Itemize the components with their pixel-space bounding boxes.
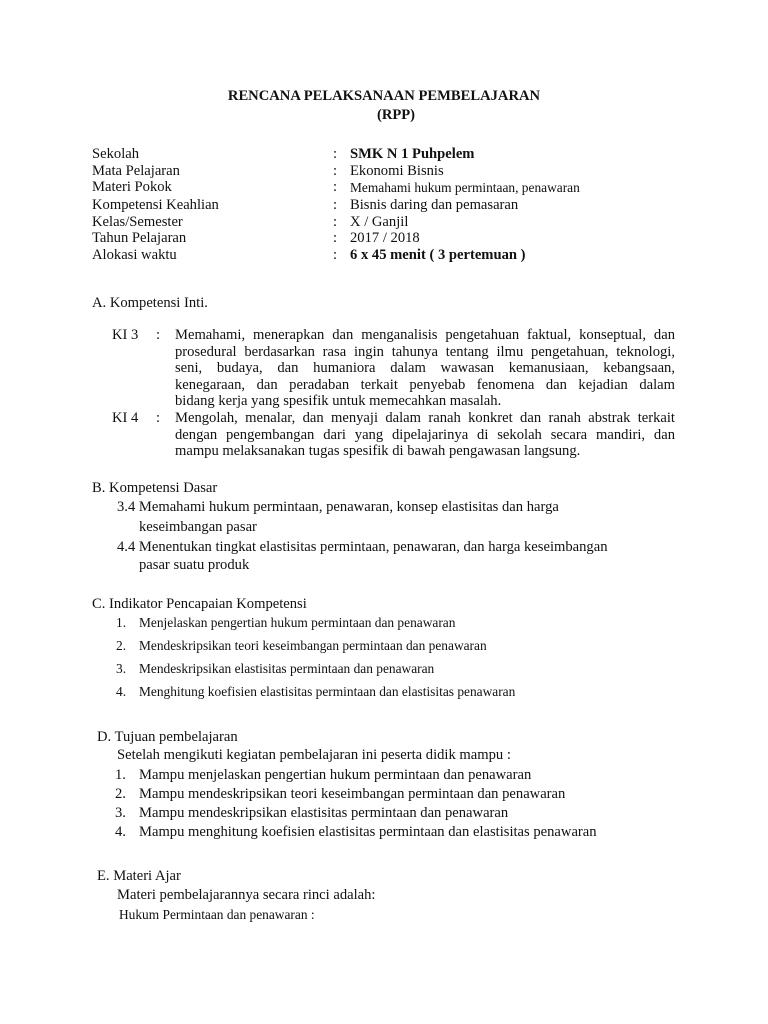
info-label-kompetensi-keahlian: Kompetensi Keahlian (92, 197, 219, 213)
goal-num: 2. (115, 786, 126, 802)
info-value-mata-pelajaran: Ekonomi Bisnis (350, 163, 444, 179)
info-colon: : (333, 146, 338, 162)
document-subtitle: (RPP) (376, 107, 416, 123)
info-label-kelas-semester: Kelas/Semester (92, 214, 183, 230)
info-value-kelas-semester: X / Ganjil (350, 214, 409, 230)
goal-text: Mampu menghitung koefisien elastisitas permintaan dan elastisitas penawaran (139, 824, 597, 840)
indicator-text: Menjelaskan pengertian hukum permintaan dan penawaran (139, 615, 456, 630)
section-c-heading: C. Indikator Pencapaian Kompetensi (92, 596, 307, 612)
kd-item-line: pasar suatu produk (139, 557, 250, 573)
section-b-heading: B. Kompetensi Dasar (92, 480, 218, 496)
info-label-materi-pokok: Materi Pokok (92, 179, 172, 195)
kd-item-line: 4.4 Menentukan tingkat elastisitas permintaan, penawaran, dan harga keseimbangan (117, 539, 608, 555)
section-d-intro: Setelah mengikuti kegiatan pembelajaran ini peserta didik mampu : (117, 747, 511, 763)
indicator-num: 4. (116, 684, 127, 699)
info-label-alokasi-waktu: Alokasi waktu (92, 247, 177, 263)
info-label-sekolah: Sekolah (92, 146, 140, 162)
ki3-line: bidang kerja yang spesifik untuk memecahkan masalah. (175, 393, 502, 410)
indicator-num: 1. (116, 615, 127, 630)
info-label-tahun-pelajaran: Tahun Pelajaran (92, 230, 187, 246)
info-colon: : (333, 230, 338, 246)
ki4-text (175, 410, 675, 460)
info-value-tahun-pelajaran: 2017 / 2018 (350, 230, 420, 246)
indicator-text: Mendeskripsikan teori keseimbangan permintaan dan penawaran (139, 638, 487, 653)
section-e-subheading: Hukum Permintaan dan penawaran : (119, 907, 315, 922)
ki3-line: kenegaraan, dan peradaban terkait penyebab fenomena dan kejadian dalam (175, 376, 675, 393)
indicator-num: 3. (116, 661, 127, 676)
ki3-line: seni, budaya, dan humaniora dalam wawasan kemanusiaan, kebangsaan, (175, 360, 675, 377)
ki4-colon: : (156, 410, 161, 426)
goal-text: Mampu mendeskripsikan elastisitas permintaan dan penawaran (139, 805, 509, 821)
section-e-intro: Materi pembelajarannya secara rinci adalah: (117, 887, 376, 903)
kd-item-line: keseimbangan pasar (139, 519, 257, 535)
ki3-colon: : (156, 327, 161, 343)
goal-num: 1. (115, 767, 126, 783)
info-colon: : (333, 163, 338, 179)
info-value-alokasi-waktu: 6 x 45 menit ( 3 pertemuan ) (350, 247, 526, 263)
ki4-line: dengan pengembangan dari yang dipelajarinya di sekolah secara mandiri, dan (175, 426, 675, 443)
info-value-kompetensi-keahlian: Bisnis daring dan pemasaran (350, 197, 519, 213)
ki4-line: mampu melaksanakan tugas spesifik di bawah pengawasan langsung. (175, 443, 581, 460)
section-d-heading: D. Tujuan pembelajaran (97, 729, 238, 745)
ki4-code: KI 4 (112, 410, 139, 426)
section-a-heading: A. Kompetensi Inti. (92, 295, 208, 311)
ki3-text (175, 327, 675, 410)
ki3-code: KI 3 (112, 327, 139, 343)
info-colon: : (333, 179, 338, 195)
section-e-heading: E. Materi Ajar (97, 868, 181, 884)
indicator-text: Menghitung koefisien elastisitas permintaan dan elastisitas penawaran (139, 684, 516, 699)
goal-text: Mampu mendeskripsikan teori keseimbangan permintaan dan penawaran (139, 786, 566, 802)
goal-text: Mampu menjelaskan pengertian hukum permintaan dan penawaran (139, 767, 532, 783)
ki3-line: Memahami, menerapkan dan menganalisis pengetahuan faktual, konseptual, dan (175, 327, 675, 343)
ki4-line: Mengolah, menalar, dan menyaji dalam ranah konkret dan ranah abstrak terkait (175, 410, 675, 426)
info-value-materi-pokok: Memahami hukum permintaan, penawaran (350, 180, 580, 195)
kd-item-line: 3.4 Memahami hukum permintaan, penawaran, konsep elastisitas dan harga (117, 499, 559, 515)
info-colon: : (333, 214, 338, 230)
goal-num: 4. (115, 824, 126, 840)
document-title: RENCANA PELAKSANAAN PEMBELAJARAN (227, 88, 541, 104)
info-colon: : (333, 197, 338, 213)
info-colon: : (333, 247, 338, 263)
indicator-num: 2. (116, 638, 127, 653)
info-label-mata-pelajaran: Mata Pelajaran (92, 163, 180, 179)
indicator-text: Mendeskripsikan elastisitas permintaan dan penawaran (139, 661, 435, 676)
goal-num: 3. (115, 805, 126, 821)
ki3-line: prosedural berdasarkan rasa ingin tahunya tentang ilmu pengetahuan, teknologi, (175, 343, 675, 360)
info-value-sekolah: SMK N 1 Puhpelem (350, 146, 475, 162)
